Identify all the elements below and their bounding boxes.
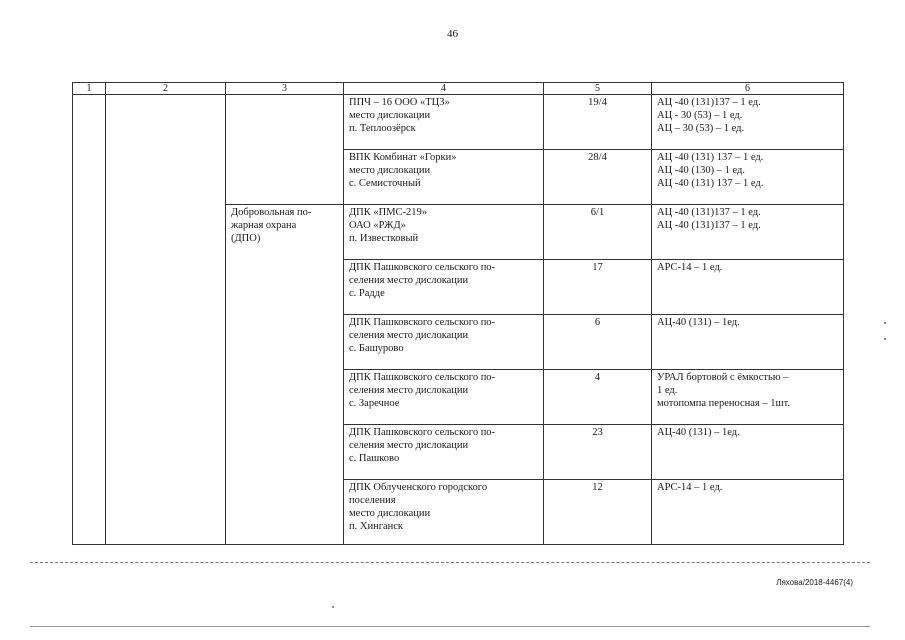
col-header-2: 2 [106,83,226,95]
page-number: 46 [447,28,458,40]
unit-line: с. Заречное [349,398,400,409]
equipment-line: АЦ -40 (131) 137 – 1 ед. [657,152,764,163]
equipment-line: АЦ -40 (131)137 – 1 ед. [657,207,761,218]
scan-speck [884,322,886,324]
equipment-cell [652,205,844,260]
unit-line: с. Пашково [349,453,400,464]
unit-line: ППЧ – 16 ООО «ТЦЗ» [349,97,450,108]
unit-line: ДПК Пашковского сельского по- [349,427,496,438]
equipment-cell [652,425,844,480]
number-cell: 12 [544,480,652,545]
col-header-5: 5 [544,83,652,95]
equipment-cell [652,370,844,425]
number-cell: 23 [544,425,652,480]
equipment-line: АЦ - 30 (53) – 1 ед. [657,110,743,121]
equipment-line: 1 ед. [657,385,678,396]
scan-speck [884,338,886,340]
number-cell: 17 [544,260,652,315]
equipment-line: АЦ-40 (131) – 1ед. [657,317,740,328]
unit-cell [344,205,544,260]
equipment-line: АЦ -40 (130) – 1 ед. [657,165,746,176]
scan-bottom-rule [30,626,870,627]
equipment-cell [652,260,844,315]
unit-line: с. Башурово [349,343,404,354]
unit-line: ВПК Комбинат «Горки» [349,152,457,163]
document-code: Ляхова/2018-4467(4) [776,578,853,587]
col2-cell [106,95,226,545]
unit-cell [344,425,544,480]
unit-cell [344,370,544,425]
unit-cell [344,95,544,150]
unit-line: ДПК Пашковского сельского по- [349,372,496,383]
equipment-line: мотопомпа переносная – 1шт. [657,398,791,409]
unit-line: ДПК Пашковского сельского по- [349,317,496,328]
dpo-group-cell [226,205,344,545]
equipment-line: АЦ -40 (131)137 – 1 ед. [657,220,761,231]
unit-line: место дислокации [349,508,431,519]
unit-cell [344,315,544,370]
unit-line: п. Известковый [349,233,419,244]
equipment-line: АРС-14 – 1 ед. [657,262,723,273]
equipment-line: АЦ -40 (131) 137 – 1 ед. [657,178,764,189]
group-label-line: (ДПО) [231,233,261,244]
unit-line: место дислокации [349,110,431,121]
equipment-line: АЦ – 30 (53) – 1 ед. [657,123,745,134]
header-row [73,83,844,95]
unit-line: с. Радде [349,288,385,299]
col3-cell-empty [226,95,344,205]
unit-line: ОАО «РЖД» [349,220,406,231]
col1-cell [73,95,106,545]
dislocation-table [72,82,844,545]
number-cell: 6/1 [544,205,652,260]
number-cell: 6 [544,315,652,370]
equipment-line: АЦ -40 (131)137 – 1 ед. [657,97,761,108]
number-cell: 28/4 [544,150,652,205]
unit-line: селения место дислокации [349,330,469,341]
col-header-4: 4 [344,83,544,95]
equipment-line: УРАЛ бортовой с ёмкостью – [657,372,789,383]
col-header-1: 1 [73,83,106,95]
unit-line: п. Теплоозёрск [349,123,416,134]
scan-dashed-rule [30,562,870,563]
equipment-cell [652,315,844,370]
table-row [73,95,844,150]
unit-line: место дислокации [349,165,431,176]
unit-cell [344,480,544,545]
col-header-6: 6 [652,83,844,95]
equipment-line: АРС-14 – 1 ед. [657,482,723,493]
scan-speck [332,606,334,608]
col-header-3: 3 [226,83,344,95]
unit-line: поселения [349,495,396,506]
unit-line: селения место дислокации [349,440,469,451]
unit-line: селения место дислокации [349,385,469,396]
unit-cell [344,150,544,205]
equipment-cell [652,95,844,150]
equipment-cell [652,150,844,205]
unit-line: с. Семисточный [349,178,421,189]
equipment-cell [652,480,844,545]
group-label-line: жарная охрана [231,220,297,231]
unit-line: п. Хинганск [349,521,404,532]
unit-line: селения место дислокации [349,275,469,286]
equipment-line: АЦ-40 (131) – 1ед. [657,427,740,438]
unit-line: ДПК Облученского городского [349,482,488,493]
unit-line: ДПК «ПМС-219» [349,207,428,218]
number-cell: 19/4 [544,95,652,150]
unit-line: ДПК Пашковского сельского по- [349,262,496,273]
number-cell: 4 [544,370,652,425]
group-label-line: Добровольная по- [231,207,312,218]
unit-cell [344,260,544,315]
